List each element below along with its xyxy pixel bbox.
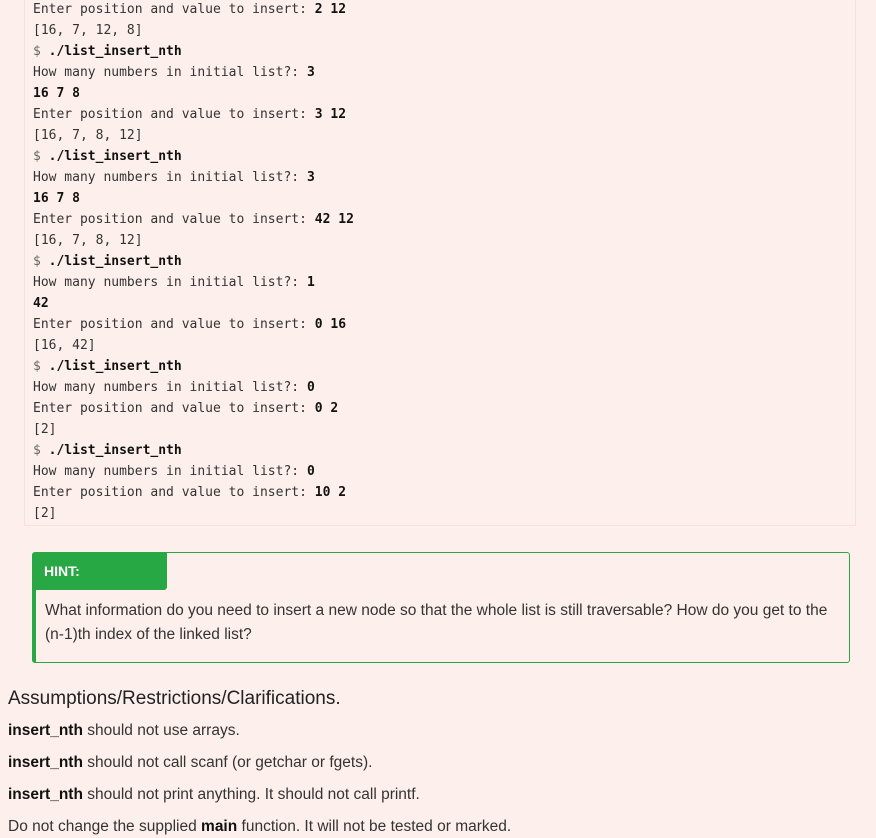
- function-name: insert_nth: [8, 786, 83, 803]
- terminal-line: [33, 188, 855, 209]
- terminal-line: [33, 440, 855, 461]
- output-text: How many numbers in initial list?:: [33, 275, 307, 290]
- command-text: ./list_insert_nth: [48, 359, 182, 374]
- user-input: 0 2: [314, 401, 339, 416]
- output-text: How many numbers in initial list?:: [33, 464, 307, 479]
- prompt-symbol: $: [33, 254, 49, 269]
- user-input: 0: [306, 464, 315, 479]
- user-input: 16 7 8: [33, 191, 80, 206]
- hint-box: [32, 552, 850, 663]
- terminal-line: [33, 293, 855, 314]
- restriction-text: function. It will not be tested or marked.: [237, 818, 512, 835]
- output-text: [16, 7, 8, 12]: [33, 233, 143, 248]
- restriction-no-arrays: [8, 720, 240, 742]
- terminal-line: [33, 83, 855, 104]
- terminal-line: [33, 146, 855, 167]
- terminal-line: [33, 272, 855, 293]
- function-name: insert_nth: [8, 754, 83, 771]
- terminal-line: [33, 314, 855, 335]
- terminal-line: [33, 419, 855, 440]
- command-text: ./list_insert_nth: [48, 254, 182, 269]
- restriction-text: should not use arrays.: [82, 722, 240, 739]
- user-input: 42 12: [314, 212, 354, 227]
- terminal-line: [33, 230, 855, 251]
- output-text: [16, 42]: [33, 338, 96, 353]
- terminal-line: [33, 104, 855, 125]
- terminal-line: [33, 125, 855, 146]
- terminal-line: [33, 20, 855, 41]
- terminal-line: [33, 0, 855, 20]
- output-text: [16, 7, 8, 12]: [33, 128, 143, 143]
- output-text: [16, 7, 12, 8]: [33, 23, 143, 38]
- output-text: [2]: [33, 422, 57, 437]
- user-input: 3 12: [314, 107, 347, 122]
- terminal-line: [33, 377, 855, 398]
- user-input: 42: [33, 296, 49, 311]
- output-text: [2]: [33, 506, 57, 521]
- command-text: ./list_insert_nth: [48, 44, 182, 59]
- output-text: How many numbers in initial list?:: [33, 170, 307, 185]
- terminal-line: [33, 503, 855, 524]
- terminal-line: [33, 209, 855, 230]
- terminal-line: [33, 41, 855, 62]
- user-input: 16 7 8: [33, 86, 80, 101]
- output-text: How many numbers in initial list?:: [33, 380, 307, 395]
- command-text: ./list_insert_nth: [48, 149, 182, 164]
- user-input: 3: [306, 170, 315, 185]
- output-text: Enter position and value to insert:: [33, 401, 315, 416]
- restriction-text: Do not change the supplied: [8, 818, 202, 835]
- terminal-line: [33, 62, 855, 83]
- hint-label: HINT:: [35, 552, 167, 590]
- restriction-text: should not print anything. It should not call printf.: [82, 786, 420, 803]
- restriction-text: should not call scanf (or getchar or fgets).: [82, 754, 373, 771]
- terminal-line: [33, 251, 855, 272]
- output-text: Enter position and value to insert:: [33, 317, 315, 332]
- terminal-output: [24, 0, 856, 526]
- command-text: ./list_insert_nth: [48, 443, 182, 458]
- function-name: insert_nth: [8, 722, 83, 739]
- function-name: main: [201, 818, 238, 835]
- prompt-symbol: $: [33, 44, 49, 59]
- output-text: Enter position and value to insert:: [33, 212, 315, 227]
- user-input: 2 12: [314, 2, 347, 17]
- output-text: Enter position and value to insert:: [33, 485, 315, 500]
- output-text: Enter position and value to insert:: [33, 107, 315, 122]
- restriction-no-print: [8, 784, 420, 806]
- user-input: 1: [306, 275, 315, 290]
- terminal-line: [33, 482, 855, 503]
- restriction-main-unchanged: [8, 816, 511, 838]
- terminal-line: [33, 398, 855, 419]
- prompt-symbol: $: [33, 149, 49, 164]
- terminal-line: [33, 461, 855, 482]
- terminal-line: [33, 167, 855, 188]
- prompt-symbol: $: [33, 359, 49, 374]
- user-input: 10 2: [314, 485, 347, 500]
- hint-text: What information do you need to insert a new node so that the whole list is still traversable? How do you get to the (n-1)th index of the linked list?: [45, 602, 828, 643]
- output-text: Enter position and value to insert:: [33, 2, 315, 17]
- user-input: 3: [306, 65, 315, 80]
- user-input: 0 16: [314, 317, 347, 332]
- prompt-symbol: $: [33, 443, 49, 458]
- terminal-line: [33, 335, 855, 356]
- user-input: 0: [306, 380, 315, 395]
- terminal-line: [33, 356, 855, 377]
- assumptions-heading: Assumptions/Restrictions/Clarifications.: [8, 688, 341, 709]
- output-text: How many numbers in initial list?:: [33, 65, 307, 80]
- restriction-no-scanf: [8, 752, 372, 774]
